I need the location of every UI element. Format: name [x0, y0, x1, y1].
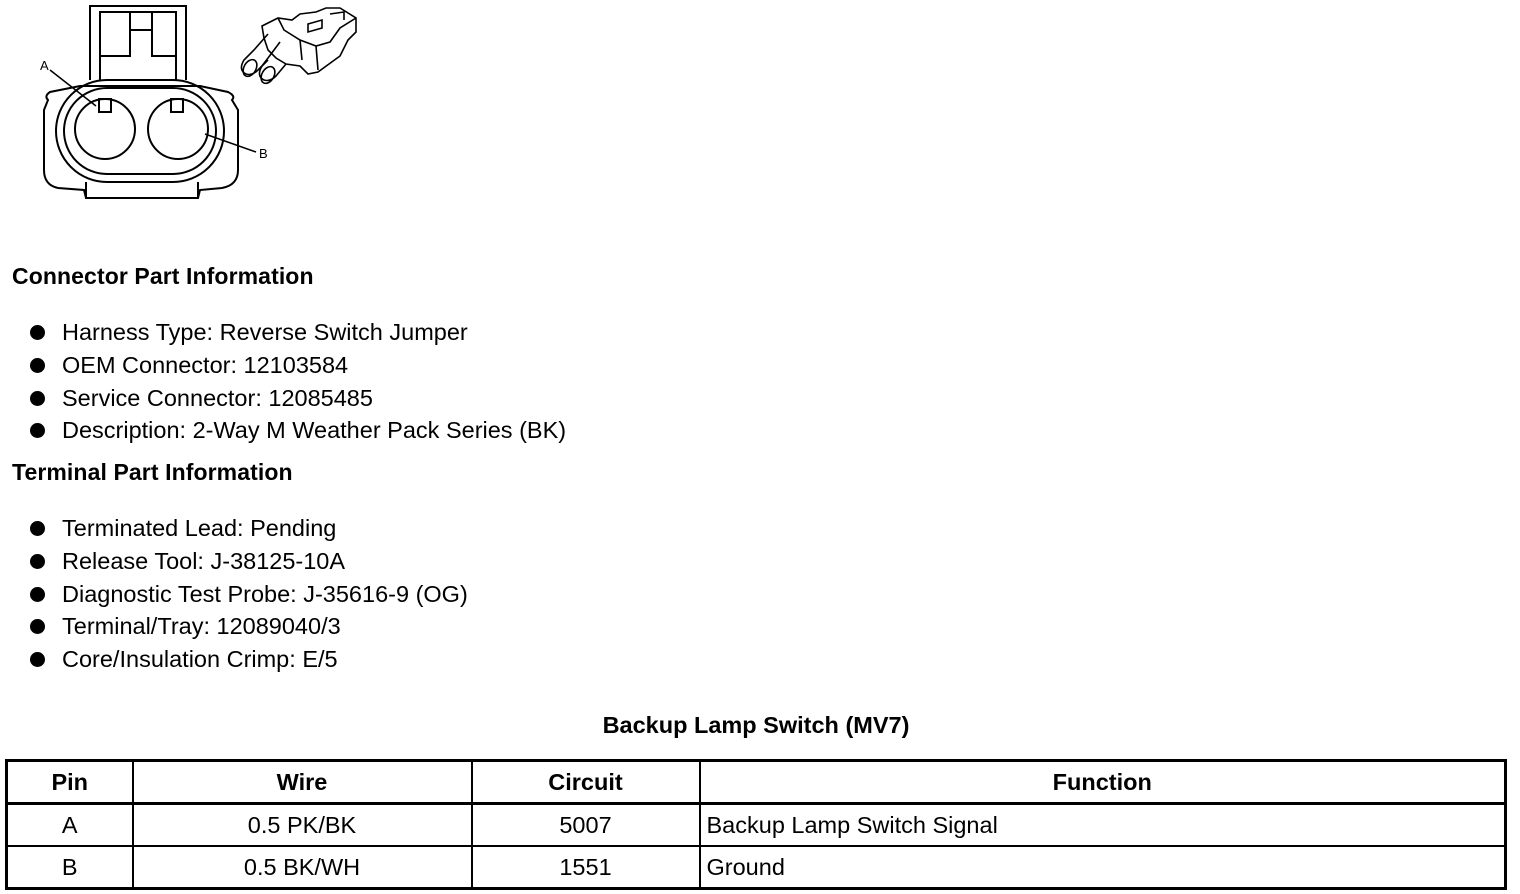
- connector-face-view-icon: [0, 0, 380, 215]
- list-item-text: Core/Insulation Crimp: E/5: [62, 646, 338, 673]
- cell-pin: B: [7, 846, 133, 889]
- pin-table: [5, 759, 1507, 890]
- cell-circuit: 5007: [472, 804, 700, 847]
- terminal-info-heading: Terminal Part Information: [12, 459, 293, 485]
- bullet-icon: [30, 554, 45, 569]
- cell-function: Ground: [700, 846, 1506, 889]
- list-item-text: Service Connector: 12085485: [62, 384, 373, 411]
- bullet-icon: [30, 358, 45, 373]
- bullet-icon: [30, 391, 45, 406]
- cell-wire: 0.5 PK/BK: [133, 804, 472, 847]
- list-item: [28, 382, 566, 415]
- list-item-text: Terminal/Tray: 12089040/3: [62, 613, 341, 640]
- list-item: [28, 610, 468, 643]
- pin-a-label: A: [40, 58, 49, 73]
- table-row: [7, 804, 1506, 847]
- bullet-icon: [30, 521, 45, 536]
- terminal-info-list: [28, 512, 468, 676]
- cell-circuit: 1551: [472, 846, 700, 889]
- list-item-text: Release Tool: J-38125-10A: [62, 547, 346, 574]
- bullet-icon: [30, 587, 45, 602]
- list-item: [28, 578, 468, 611]
- header-function: Function: [700, 761, 1506, 804]
- list-item: [28, 643, 468, 676]
- list-item: [28, 316, 566, 349]
- connector-diagram: [0, 0, 380, 215]
- connector-info-heading: Connector Part Information: [12, 263, 314, 289]
- list-item-text: Description: 2-Way M Weather Pack Series (BK): [62, 417, 567, 444]
- cell-pin: A: [7, 804, 133, 847]
- list-item-text: Diagnostic Test Probe: J-35616-9 (OG): [62, 580, 468, 607]
- cell-wire: 0.5 BK/WH: [133, 846, 472, 889]
- bullet-icon: [30, 652, 45, 667]
- list-item: [28, 512, 468, 545]
- header-pin: Pin: [7, 761, 133, 804]
- header-circuit: Circuit: [472, 761, 700, 804]
- cell-function: Backup Lamp Switch Signal: [700, 804, 1506, 847]
- table-header-row: [7, 761, 1506, 804]
- list-item-text: OEM Connector: 12103584: [62, 351, 349, 378]
- bullet-icon: [30, 423, 45, 438]
- pin-table-title: Backup Lamp Switch (MV7): [602, 712, 910, 738]
- list-item: [28, 414, 566, 447]
- header-wire: Wire: [133, 761, 472, 804]
- list-item-text: Terminated Lead: Pending: [62, 515, 337, 541]
- bullet-icon: [30, 619, 45, 634]
- connector-isometric-view-icon: [240, 8, 356, 86]
- pin-b-label: B: [259, 146, 268, 161]
- list-item: [28, 349, 566, 382]
- bullet-icon: [30, 325, 45, 340]
- list-item-text: Harness Type: Reverse Switch Jumper: [62, 319, 468, 345]
- connector-info-list: [28, 316, 566, 447]
- table-row: [7, 846, 1506, 889]
- list-item: [28, 545, 468, 578]
